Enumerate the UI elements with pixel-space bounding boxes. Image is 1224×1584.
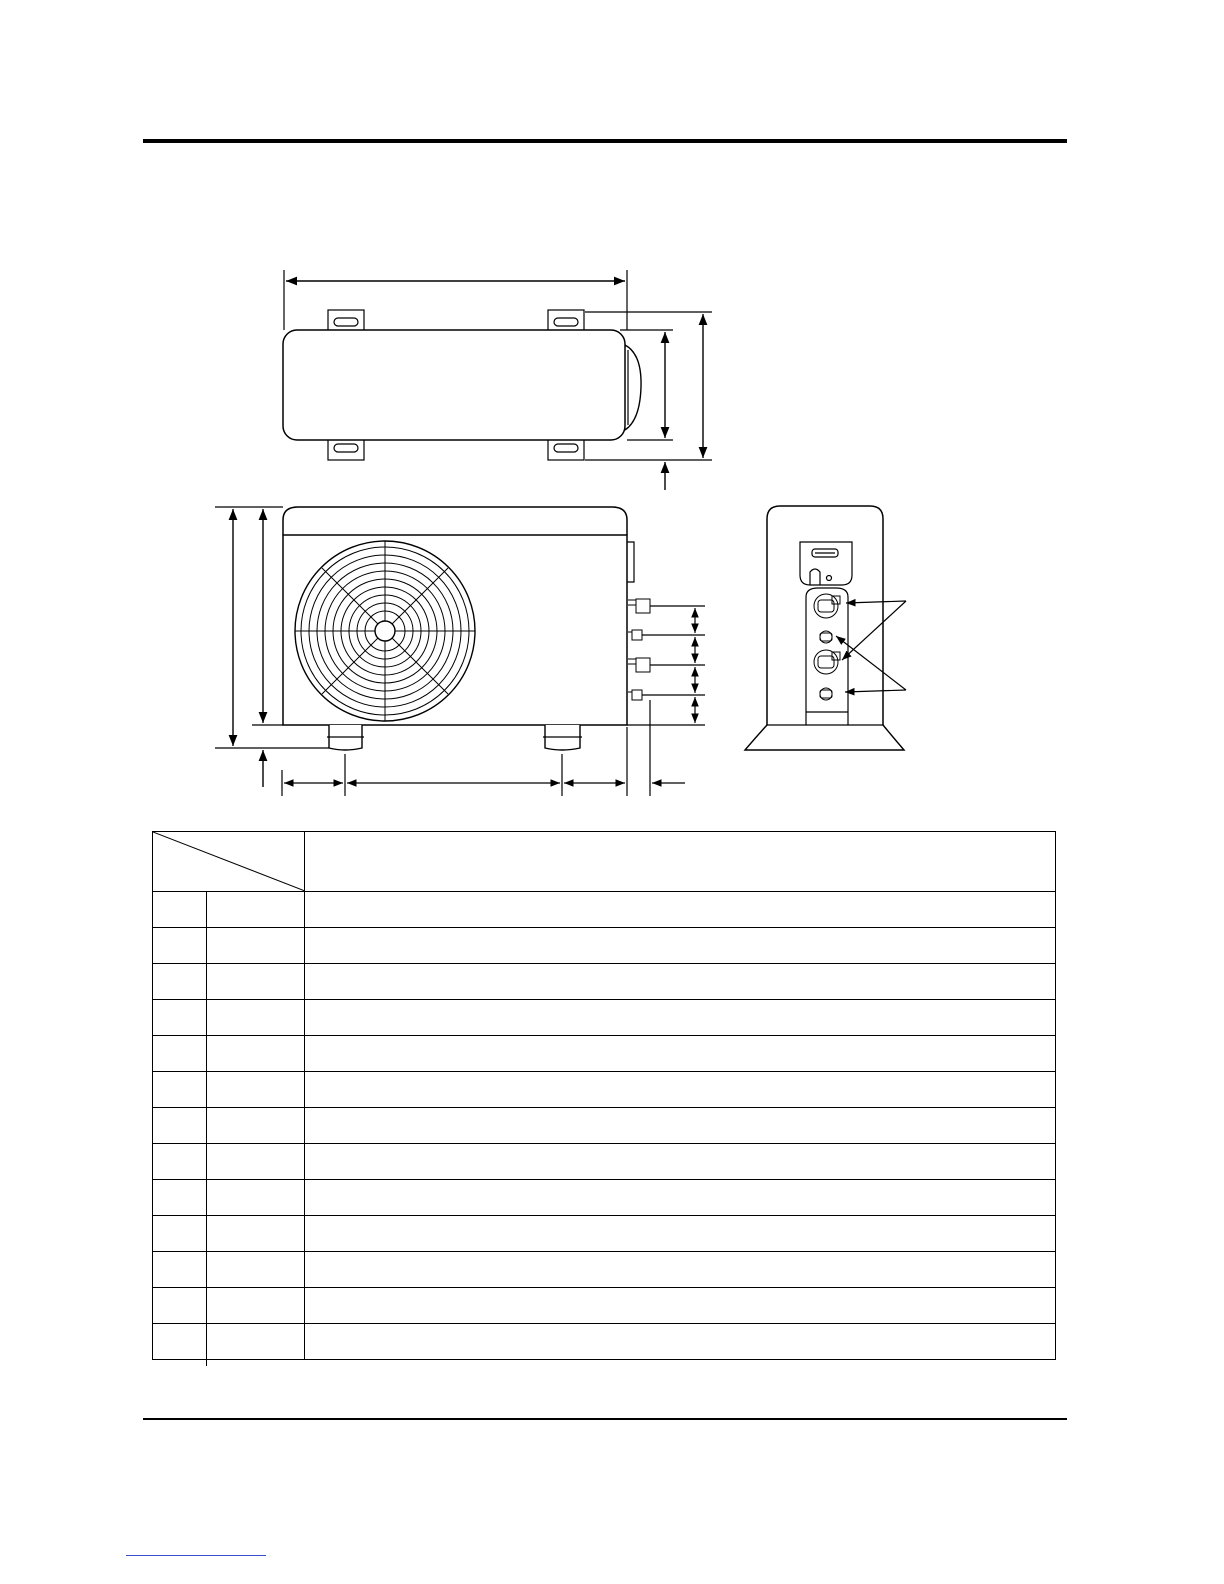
table-row [153,1216,1056,1252]
table-label-cell [153,964,305,1000]
table-label-cell [153,1216,305,1252]
table-value-cell [305,1144,1056,1180]
table-label-cell [153,1144,305,1180]
table-label-cell [153,1036,305,1072]
table-value-cell [305,1072,1056,1108]
diagonal-divider [153,832,305,891]
table-row [153,1324,1056,1360]
table-label-cell [153,1000,305,1036]
table-value-cell [305,1036,1056,1072]
front-view [215,507,705,796]
handle-recess-icon [800,542,852,585]
table-row [153,1036,1056,1072]
side-view [745,506,906,750]
table-row [153,1144,1056,1180]
table-row [153,892,1056,928]
top-view [283,270,712,490]
table-value-cell [305,928,1056,964]
table-row [153,1072,1056,1108]
table-row [153,928,1056,964]
table-value-cell [305,1216,1056,1252]
table-value-cell [305,1288,1056,1324]
table-row [153,1108,1056,1144]
table-value-cell [305,1108,1056,1144]
table-label-cell [153,1108,305,1144]
table-value-cell [305,1252,1056,1288]
table-label-cell [153,1072,305,1108]
table-label-cell [153,928,305,964]
table-row [153,1252,1056,1288]
table-column-divider [206,892,207,1366]
specification-table [152,831,1056,1360]
table-value-cell [305,892,1056,928]
table-label-cell [153,1180,305,1216]
table-header-row [153,832,1056,892]
table-row [153,1000,1056,1036]
table-row [153,1288,1056,1324]
table-header-cell [305,832,1056,892]
fan-guard-icon [295,541,475,721]
table-label-cell [153,1252,305,1288]
footer-rule [143,1418,1067,1420]
table-row [153,964,1056,1000]
table-value-cell [305,1000,1056,1036]
service-valve-icon [628,599,650,700]
table-label-cell [153,1324,305,1360]
valve-cluster-icon [814,594,840,700]
table-row [153,1180,1056,1216]
table-label-cell [153,1288,305,1324]
table-value-cell [305,1180,1056,1216]
footer-link-underline[interactable] [126,1555,266,1556]
table-label-cell [153,892,305,928]
table-corner-cell [153,832,305,892]
table-value-cell [305,1324,1056,1360]
table-value-cell [305,964,1056,1000]
